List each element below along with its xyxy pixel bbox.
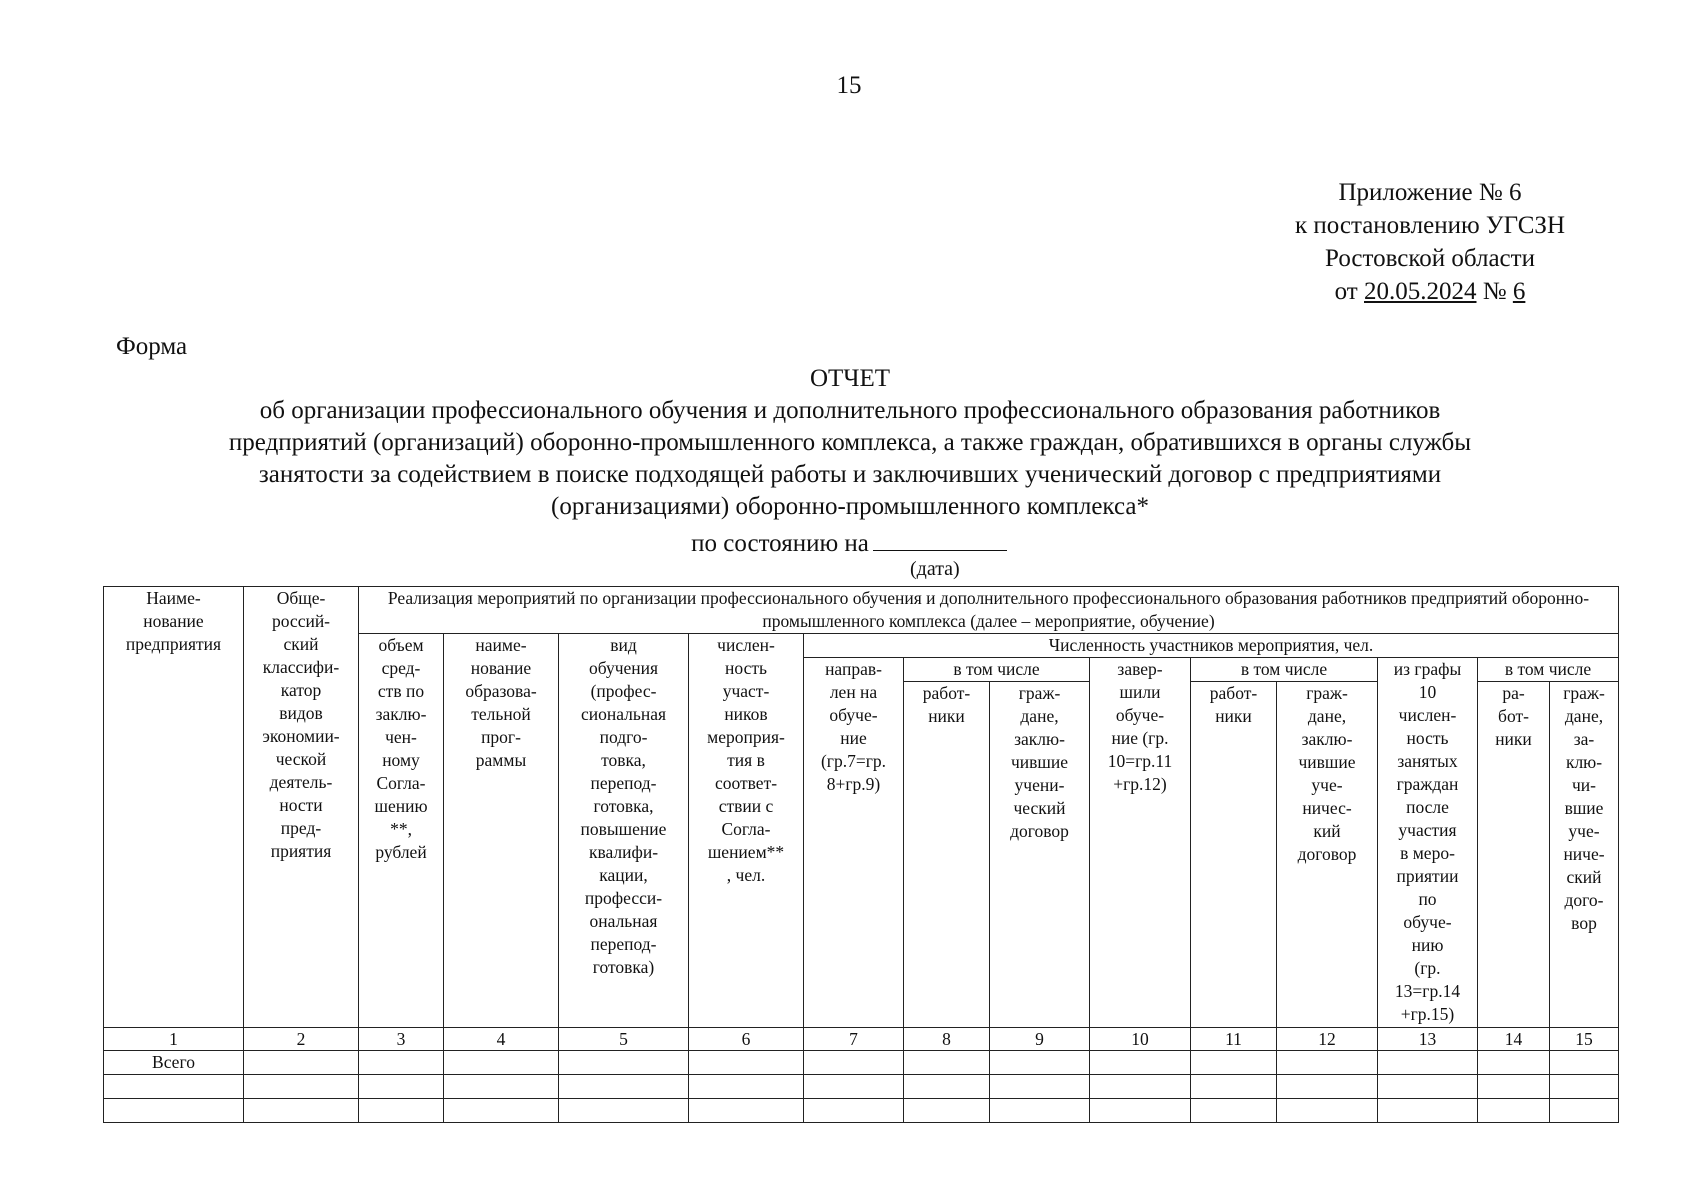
header-group-participants: Численность участников мероприятия, чел. [804, 634, 1619, 658]
header-col-11: работ- ники [1191, 682, 1277, 1028]
table-row [104, 1099, 1619, 1123]
total-row [104, 1051, 1619, 1075]
table-cell[interactable] [990, 1051, 1090, 1075]
table-cell[interactable] [689, 1075, 804, 1099]
column-number: 6 [689, 1028, 804, 1051]
table-cell[interactable] [1090, 1099, 1191, 1123]
header-col-12: граж- дане, заклю- чившие уче- ничес- кий договор [1277, 682, 1378, 1028]
table-cell[interactable] [1478, 1051, 1550, 1075]
column-number: 7 [804, 1028, 904, 1051]
page-number: 15 [836, 72, 862, 99]
table-cell[interactable] [244, 1099, 359, 1123]
table-cell[interactable] [1277, 1051, 1378, 1075]
report-heading: ОТЧЕТ [809, 365, 891, 392]
header-including-a: в том числе [904, 658, 1090, 682]
header-col-2: Обще- россий- ский классифи- катор видов экономии- ческой деятель- ности пред- приятия [244, 587, 359, 1028]
report-title-line-1: об организации профессионального обучения и дополнительного профессионального образования работников [259, 397, 1441, 424]
header-col-7: направ- лен на обуче- ние (гр.7=гр. 8+гр.9) [804, 658, 904, 1028]
table-cell[interactable] [1090, 1051, 1191, 1075]
date-blank-field[interactable] [873, 526, 1007, 551]
header-col-6: числен- ность участ- ников мероприя- тия в соответ- ствии с Согла- шением** , чел. [689, 634, 804, 1028]
report-title [100, 363, 1600, 523]
appendix-line-2: к постановлению УГСЗН [1294, 212, 1565, 239]
table-cell[interactable] [1378, 1075, 1478, 1099]
header-col-10: завер- шили обуче- ние (гр. 10=гр.11 +гр.12) [1090, 658, 1191, 1028]
table-cell[interactable] [244, 1075, 359, 1099]
table-cell[interactable] [359, 1051, 444, 1075]
table-cell[interactable] [904, 1099, 990, 1123]
column-number: 11 [1191, 1028, 1277, 1051]
table-cell[interactable] [559, 1099, 689, 1123]
table-cell[interactable] [1277, 1075, 1378, 1099]
as-of-label: по состоянию на [691, 530, 869, 557]
header-col-3: объем сред- ств по заклю- чен- ному Согла- шению **, рублей [359, 634, 444, 1028]
table-cell[interactable] [1550, 1051, 1619, 1075]
appendix-date: 20.05.2024 [1364, 278, 1477, 305]
table-cell[interactable] [1550, 1099, 1619, 1123]
table-cell[interactable] [1277, 1099, 1378, 1123]
table-cell[interactable] [990, 1099, 1090, 1123]
table-cell[interactable] [444, 1051, 559, 1075]
table-cell[interactable] [804, 1075, 904, 1099]
column-number: 12 [1277, 1028, 1378, 1051]
table-cell[interactable] [689, 1051, 804, 1075]
report-title-line-2: предприятий (организаций) оборонно-промышленного комплекса, а также граждан, обратившихся в органы службы [228, 429, 1472, 456]
form-label: Форма [116, 333, 188, 360]
appendix-line-1: Приложение № 6 [1338, 179, 1522, 206]
appendix-block [1260, 176, 1600, 308]
table-cell[interactable] [904, 1051, 990, 1075]
column-number: 9 [990, 1028, 1090, 1051]
report-table [103, 586, 1619, 1123]
table-cell[interactable] [359, 1099, 444, 1123]
total-label: Всего [104, 1051, 244, 1075]
table-cell[interactable] [804, 1099, 904, 1123]
table-cell[interactable] [104, 1075, 244, 1099]
table-cell[interactable] [689, 1099, 804, 1123]
report-title-line-3: занятости за содействием в поиске подходящей работы и заключивших ученический договор с предприятиями [258, 461, 1442, 488]
table-cell[interactable] [1090, 1075, 1191, 1099]
table-cell[interactable] [1378, 1099, 1478, 1123]
table-cell[interactable] [1191, 1075, 1277, 1099]
table-cell[interactable] [1191, 1099, 1277, 1123]
appendix-number: 6 [1512, 278, 1526, 305]
table-cell[interactable] [244, 1051, 359, 1075]
appendix-date-prefix: от [1334, 278, 1358, 305]
header-group-main: Реализация мероприятий по организации профессионального обучения и дополнительного профессионального образования работников предприятий оборонно-промышленного комплекса (далее – мероприятие, обучение) [359, 587, 1619, 634]
date-caption: (дата) [910, 558, 960, 580]
column-number: 15 [1550, 1028, 1619, 1051]
appendix-number-prefix: № [1482, 278, 1507, 305]
table-cell[interactable] [444, 1075, 559, 1099]
header-col-14: ра- бот- ники [1478, 682, 1550, 1028]
header-col-5: вид обучения (профес- сиональная подго- товка, перепод- готовка, повышение квалифи- кации, професси- ональная перепод- готовка) [559, 634, 689, 1028]
header-col-8: работ- ники [904, 682, 990, 1028]
header-including-b: в том числе [1191, 658, 1378, 682]
column-number: 5 [559, 1028, 689, 1051]
appendix-line-3: Ростовской области [1325, 245, 1535, 272]
table-cell[interactable] [1191, 1051, 1277, 1075]
header-col-1: Наиме- нование предприятия [104, 587, 244, 1028]
column-number: 2 [244, 1028, 359, 1051]
table-cell[interactable] [1478, 1099, 1550, 1123]
header-col-4: наиме- нование образова- тельной прог- раммы [444, 634, 559, 1028]
as-of-line [0, 526, 1698, 558]
header-col-9: граж- дане, заклю- чившие учени- ческий договор [990, 682, 1090, 1028]
table-cell[interactable] [559, 1075, 689, 1099]
column-number-row [104, 1028, 1619, 1051]
column-number: 13 [1378, 1028, 1478, 1051]
column-number: 1 [104, 1028, 244, 1051]
column-number: 3 [359, 1028, 444, 1051]
table-cell[interactable] [1378, 1051, 1478, 1075]
table-row [104, 1075, 1619, 1099]
report-title-line-4: (организациями) оборонно-промышленного комплекса* [551, 493, 1149, 520]
header-including-c: в том числе [1478, 658, 1619, 682]
column-number: 14 [1478, 1028, 1550, 1051]
header-col-15: граж- дане, за- клю- чи- вшие уче- ниче- ский дого- вор [1550, 682, 1619, 1028]
table-cell[interactable] [1478, 1075, 1550, 1099]
table-cell[interactable] [904, 1075, 990, 1099]
appendix-date-line [1260, 275, 1600, 308]
column-number: 8 [904, 1028, 990, 1051]
table-cell[interactable] [804, 1051, 904, 1075]
header-col-13: из графы 10 числен- ность занятых граждан после участия в меро- приятии по обуче- нию (гр. 13=гр.14 +гр.15) [1378, 658, 1478, 1028]
table-cell[interactable] [990, 1075, 1090, 1099]
table-cell[interactable] [444, 1099, 559, 1123]
column-number: 4 [444, 1028, 559, 1051]
table-cell[interactable] [1550, 1075, 1619, 1099]
table-cell[interactable] [559, 1051, 689, 1075]
column-number: 10 [1090, 1028, 1191, 1051]
table-cell[interactable] [359, 1075, 444, 1099]
table-cell[interactable] [104, 1099, 244, 1123]
